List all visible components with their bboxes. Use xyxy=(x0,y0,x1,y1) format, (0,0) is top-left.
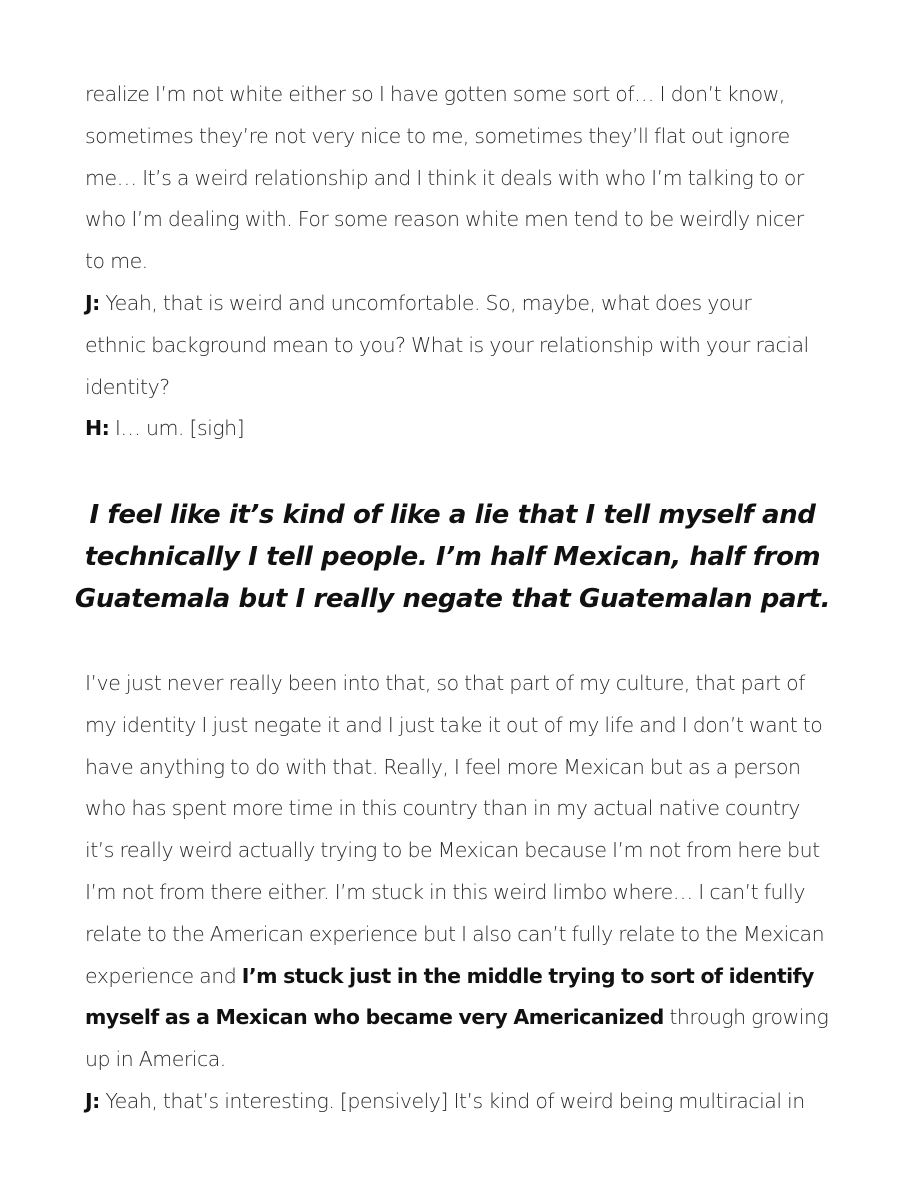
paragraph-line: I’m not from there either. I’m stuck in this weird limbo where… I can’t fully xyxy=(85,879,805,904)
speaker-label-j: J: xyxy=(85,290,100,315)
paragraph-line-mixed xyxy=(85,997,829,1039)
pull-quote-line: technically I tell people. I’m half Mexican, half from xyxy=(84,542,821,572)
speaker-label-j: J: xyxy=(85,1088,100,1113)
emphasized-text: myself as a Mexican who became very Americanized xyxy=(85,1005,664,1030)
paragraph-line: up in America. xyxy=(85,1047,226,1072)
pull-quote xyxy=(60,494,845,620)
dialogue-line-h xyxy=(85,408,825,450)
plain-text: through growing xyxy=(663,1005,829,1030)
top-passage xyxy=(85,74,825,450)
speaker-label-h: H: xyxy=(85,416,110,441)
paragraph-line: to me. xyxy=(85,249,148,274)
paragraph-line: it’s really weird actually trying to be Mexican because I’m not from here but xyxy=(85,838,820,863)
bottom-passage xyxy=(85,663,829,1123)
paragraph-line: who has spent more time in this country than in my actual native country xyxy=(85,796,800,821)
paragraph-line: I’ve just never really been into that, so that part of my culture, that part of xyxy=(85,671,805,695)
paragraph-line: realize I’m not white either so I have gotten some sort of… I don’t know, xyxy=(85,82,785,106)
dialogue-text: I… um. [sigh] xyxy=(114,416,245,441)
pull-quote-line: I feel like it’s kind of like a lie that I tell myself and xyxy=(89,500,816,530)
pull-quote-line: Guatemala but I really negate that Guatemalan part. xyxy=(74,584,831,614)
paragraph-line: have anything to do with that. Really, I feel more Mexican but as a person xyxy=(85,754,801,779)
dialogue-text: Yeah, that’s interesting. [pensively] It’s kind of weird being multiracial in xyxy=(105,1088,805,1113)
paragraph-line: who I’m dealing with. For some reason white men tend to be weirdly nicer xyxy=(85,207,804,232)
dialogue-line-j xyxy=(85,283,825,325)
paragraph-line: me… It’s a weird relationship and I think it deals with who I’m talking to or xyxy=(85,165,804,190)
paragraph-line-mixed xyxy=(85,956,825,998)
paragraph-line: identity? xyxy=(85,374,170,399)
emphasized-text: I’m stuck just in the middle trying to sort of identify xyxy=(241,963,814,988)
paragraph-line: ethnic background mean to you? What is your relationship with your racial xyxy=(85,332,809,357)
dialogue-text: Yeah, that is weird and uncomfortable. So, maybe, what does your xyxy=(105,290,752,315)
paragraph-line: relate to the American experience but I also can’t fully relate to the Mexican xyxy=(85,921,825,946)
paragraph-line: sometimes they’re not very nice to me, sometimes they’ll flat out ignore xyxy=(85,123,790,148)
dialogue-line-j xyxy=(85,1081,825,1123)
paragraph-line: my identity I just negate it and I just take it out of my life and I don’t want to xyxy=(85,712,823,737)
plain-text: experience and xyxy=(85,963,242,988)
